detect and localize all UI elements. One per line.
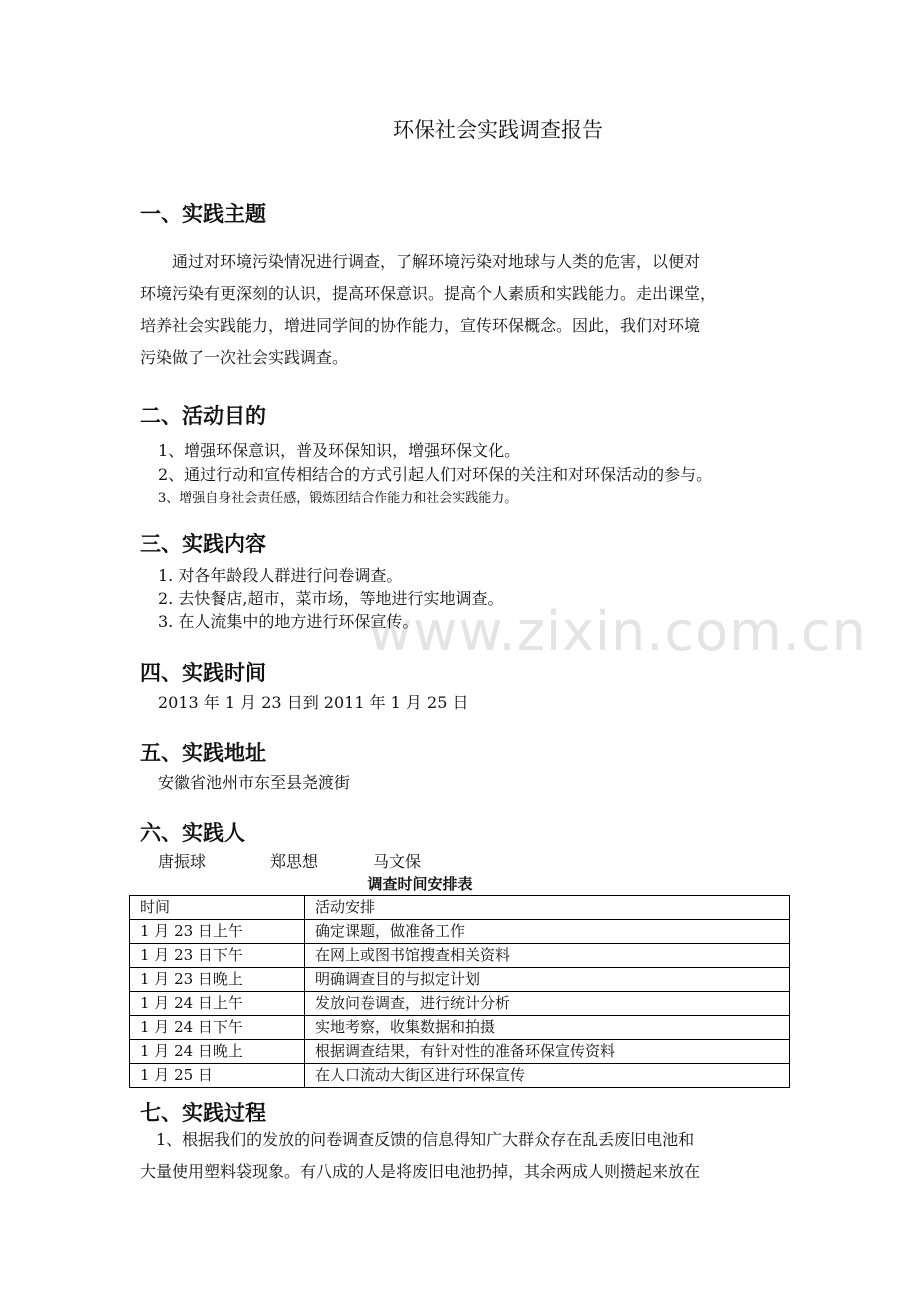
- person-name: 郑思想: [270, 852, 319, 871]
- table-header-cell: 时间: [130, 896, 305, 920]
- paragraph-line: 培养社会实践能力，增进同学间的协作能力，宣传环保概念。因此，我们对环境: [140, 316, 701, 335]
- table-row: [130, 1016, 790, 1040]
- table-cell-activity: 实地考察，收集数据和拍摄: [305, 1016, 790, 1040]
- paragraph-line: 环境污染有更深刻的认识，提高环保意识。提高个人素质和实践能力。走出课堂，: [140, 284, 717, 303]
- table-row: [130, 992, 790, 1016]
- table-cell-time: 1 月 24 日晚上: [130, 1040, 305, 1064]
- table-cell-activity: 根据调查结果，有针对性的准备环保宣传资料: [305, 1040, 790, 1064]
- watermark: www.zixin.com.cn: [368, 600, 867, 663]
- section-heading-purpose: 二、活动目的: [140, 404, 266, 428]
- table-cell-time: 1 月 24 日下午: [130, 1016, 305, 1040]
- person-name: 唐振球: [158, 852, 207, 871]
- schedule-table: [129, 895, 790, 1088]
- person-name: 马文保: [373, 852, 422, 871]
- table-cell-activity: 确定课题，做准备工作: [305, 920, 790, 944]
- practice-time: 2013 年 1 月 23 日到 2011 年 1 月 25 日: [158, 693, 469, 712]
- section-heading-content: 三、实践内容: [140, 532, 266, 556]
- table-cell-activity: 明确调查目的与拟定计划: [305, 968, 790, 992]
- table-cell-activity: 在人口流动大街区进行环保宣传: [305, 1064, 790, 1088]
- table-cell-time: 1 月 23 日晚上: [130, 968, 305, 992]
- section-heading-theme: 一、实践主题: [140, 202, 266, 226]
- table-cell-activity: 在网上或图书馆搜查相关资料: [305, 944, 790, 968]
- paragraph-line: 大量使用塑料袋现象。有八成的人是将废旧电池扔掉，其余两成人则攒起来放在: [140, 1162, 701, 1181]
- content-item: 3. 在人流集中的地方进行环保宣传。: [158, 612, 419, 631]
- purpose-item: 1、增强环保意识，普及环保知识，增强环保文化。: [158, 441, 521, 460]
- table-row: [130, 944, 790, 968]
- table-cell-time: 1 月 24 日上午: [130, 992, 305, 1016]
- section-heading-address: 五、实践地址: [140, 741, 266, 765]
- table-caption: 调查时间安排表: [367, 875, 473, 893]
- table-row: [130, 1040, 790, 1064]
- table-header-row: [130, 896, 790, 920]
- table-cell-time: 1 月 23 日下午: [130, 944, 305, 968]
- paragraph-line: 通过对环境污染情况进行调查，了解环境污染对地球与人类的危害，以便对: [172, 252, 701, 271]
- content-item: 2. 去快餐店,超市，菜市场，等地进行实地调查。: [158, 589, 504, 608]
- paragraph-line: 1、根据我们的发放的问卷调查反馈的信息得知广大群众存在乱丢废旧电池和: [156, 1130, 695, 1149]
- table-row: [130, 920, 790, 944]
- content-item: 1. 对各年龄段人群进行问卷调查。: [158, 566, 403, 585]
- table-cell-activity: 发放问卷调查，进行统计分析: [305, 992, 790, 1016]
- document-title: 环保社会实践调查报告: [393, 118, 603, 142]
- table-cell-time: 1 月 25 日: [130, 1064, 305, 1088]
- practice-address: 安徽省池州市东至县尧渡街: [158, 773, 351, 792]
- paragraph-line: 污染做了一次社会实践调查。: [140, 348, 349, 367]
- purpose-item: 3、增强自身社会责任感，锻炼团结合作能力和社会实践能力。: [158, 491, 518, 506]
- section-heading-time: 四、实践时间: [140, 661, 266, 685]
- table-cell-time: 1 月 23 日上午: [130, 920, 305, 944]
- table-row: [130, 1064, 790, 1088]
- table-header-cell: 活动安排: [305, 896, 790, 920]
- process-paragraph: [140, 1124, 785, 1188]
- theme-paragraph: [140, 246, 785, 374]
- section-heading-process: 七、实践过程: [140, 1101, 266, 1125]
- section-heading-people: 六、实践人: [140, 821, 245, 845]
- table-row: [130, 968, 790, 992]
- purpose-item: 2、通过行动和宣传相结合的方式引起人们对环保的关注和对环保活动的参与。: [158, 465, 713, 484]
